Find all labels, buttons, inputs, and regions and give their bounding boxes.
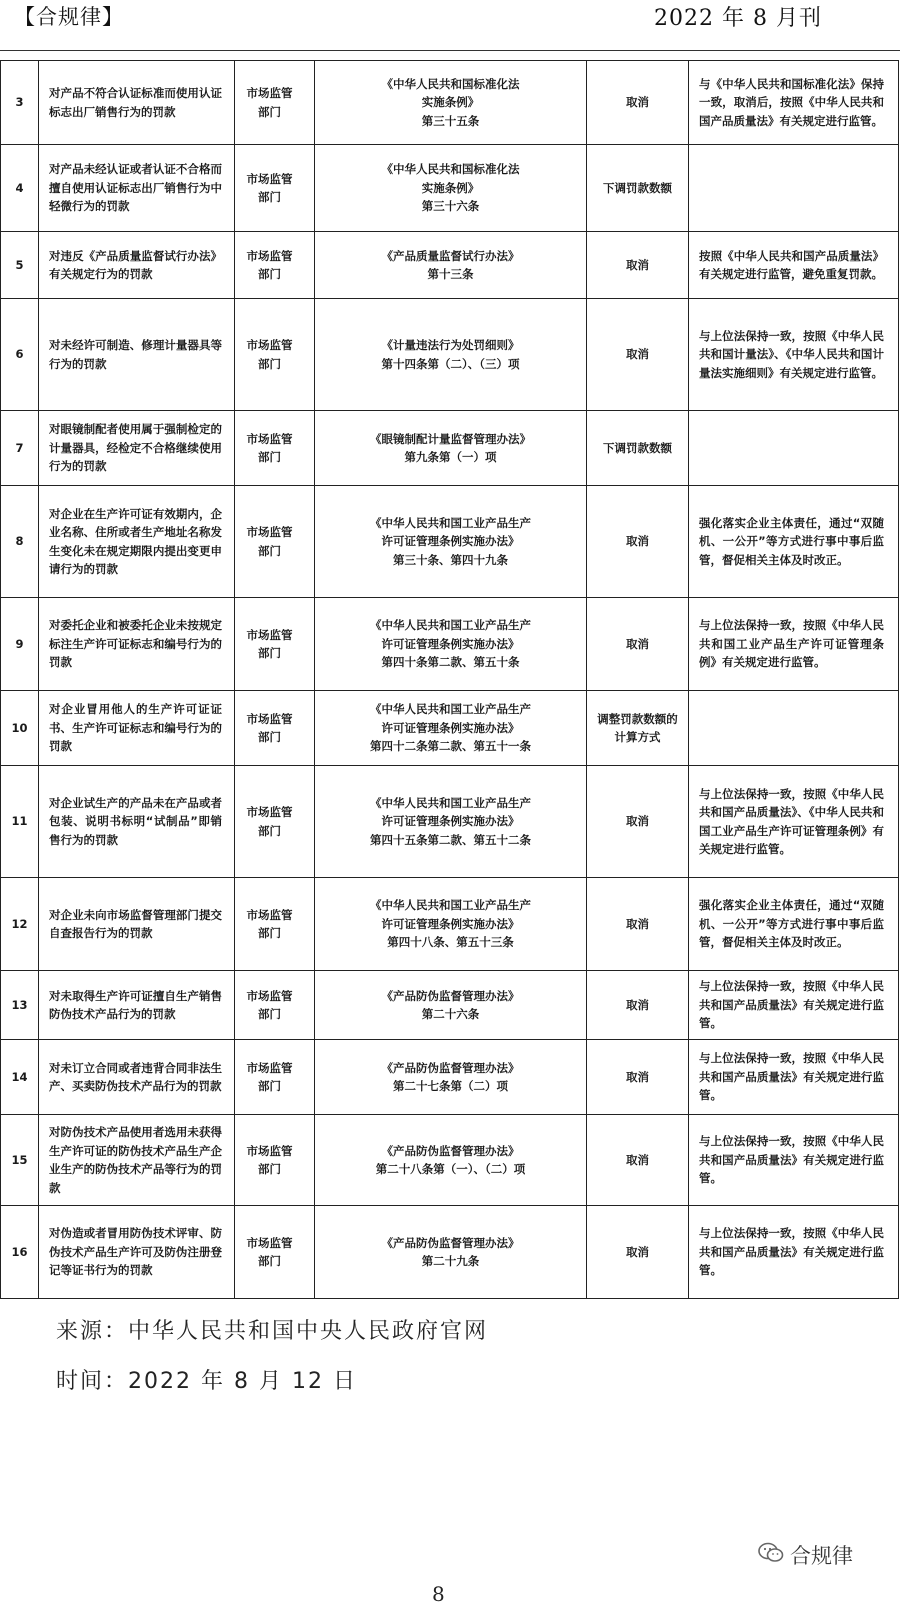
department-text: 市场监管部门 bbox=[246, 805, 293, 838]
remark-text: 与上位法保持一致，按照《中华人民共和国产品质量法》有关规定进行监管。 bbox=[699, 1226, 884, 1278]
legal-basis-text: 《产品质量监督试行办法》 第十三条 bbox=[381, 248, 520, 281]
remark-cell bbox=[689, 145, 899, 232]
legal-basis-text: 《中华人民共和国标准化法 实施条例》 第三十五条 bbox=[381, 76, 520, 128]
department-cell bbox=[235, 145, 315, 232]
action-text: 取消 bbox=[626, 997, 649, 1012]
table-row bbox=[1, 1115, 899, 1206]
remark-cell bbox=[689, 691, 899, 766]
legal-basis-cell bbox=[315, 145, 587, 232]
action-cell bbox=[587, 691, 689, 766]
table-row bbox=[1, 411, 899, 486]
row-number-text: 13 bbox=[11, 997, 28, 1012]
remark-cell bbox=[689, 1206, 899, 1299]
legal-basis-text: 《计量违法行为处罚细则》 第十四条第（二）、（三）项 bbox=[381, 338, 520, 371]
table-row bbox=[1, 878, 899, 971]
department-text: 市场监管部门 bbox=[246, 86, 293, 119]
legal-basis-cell bbox=[315, 766, 587, 878]
publication-name: 【合规律】 bbox=[14, 5, 124, 29]
penalty-item-text: 对企业冒用他人的生产许可证证书、生产许可证标志和编号行为的罚款 bbox=[49, 702, 222, 754]
action-text: 取消 bbox=[626, 347, 649, 362]
row-number-text: 12 bbox=[11, 916, 28, 931]
row-number-cell bbox=[1, 598, 39, 691]
action-text: 取消 bbox=[626, 814, 649, 829]
remark-cell bbox=[689, 1040, 899, 1115]
action-cell bbox=[587, 232, 689, 299]
table-row bbox=[1, 1206, 899, 1299]
wechat-icon bbox=[758, 1542, 784, 1569]
row-number-cell bbox=[1, 1115, 39, 1206]
department-text: 市场监管部门 bbox=[246, 338, 293, 371]
legal-basis-text: 《产品防伪监督管理办法》 第二十六条 bbox=[381, 988, 520, 1021]
row-number-text: 10 bbox=[11, 720, 28, 735]
action-cell bbox=[587, 1206, 689, 1299]
remark-cell bbox=[689, 766, 899, 878]
action-cell bbox=[587, 1115, 689, 1206]
penalty-item-cell bbox=[39, 61, 235, 145]
department-text: 市场监管部门 bbox=[246, 627, 293, 660]
row-number-text: 4 bbox=[15, 180, 24, 195]
legal-basis-text: 《中华人民共和国工业产品生产 许可证管理条例实施办法》 第三十条、第四十九条 bbox=[370, 515, 531, 567]
penalty-item-text: 对眼镜制配者使用属于强制检定的计量器具，经检定不合格继续使用行为的罚款 bbox=[49, 422, 222, 474]
remark-cell bbox=[689, 61, 899, 145]
action-text: 取消 bbox=[626, 534, 649, 549]
penalty-item-cell bbox=[39, 598, 235, 691]
action-cell bbox=[587, 971, 689, 1040]
legal-basis-cell bbox=[315, 299, 587, 411]
table-row bbox=[1, 691, 899, 766]
action-text: 调整罚款数额的 计算方式 bbox=[597, 711, 678, 744]
legal-basis-text: 《产品防伪监督管理办法》 第二十七条第（二）项 bbox=[381, 1060, 520, 1093]
department-cell bbox=[235, 411, 315, 486]
department-cell bbox=[235, 1040, 315, 1115]
remark-text: 与上位法保持一致，按照《中华人民共和国产品质量法》有关规定进行监管。 bbox=[699, 1051, 884, 1103]
legal-basis-cell bbox=[315, 411, 587, 486]
action-cell bbox=[587, 486, 689, 598]
action-text: 下调罚款数额 bbox=[603, 180, 672, 195]
legal-basis-text: 《中华人民共和国工业产品生产 许可证管理条例实施办法》 第四十二条第二款、第五十一条 bbox=[370, 702, 531, 754]
department-cell bbox=[235, 598, 315, 691]
remark-cell bbox=[689, 971, 899, 1040]
legal-basis-text: 《中华人民共和国工业产品生产 许可证管理条例实施办法》 第四十条第二款、第五十条 bbox=[370, 618, 531, 670]
account-watermark bbox=[758, 1540, 853, 1570]
row-number-cell bbox=[1, 1206, 39, 1299]
legal-basis-cell bbox=[315, 232, 587, 299]
row-number-text: 11 bbox=[11, 814, 28, 829]
penalty-item-cell bbox=[39, 1206, 235, 1299]
action-cell bbox=[587, 1040, 689, 1115]
penalty-item-cell bbox=[39, 766, 235, 878]
table-row bbox=[1, 486, 899, 598]
table-row bbox=[1, 766, 899, 878]
department-cell bbox=[235, 61, 315, 145]
remark-cell bbox=[689, 411, 899, 486]
row-number-cell bbox=[1, 691, 39, 766]
action-cell bbox=[587, 61, 689, 145]
action-text: 取消 bbox=[626, 916, 649, 931]
row-number-cell bbox=[1, 971, 39, 1040]
penalty-item-cell bbox=[39, 691, 235, 766]
regulation-table bbox=[0, 60, 899, 1299]
row-number-text: 15 bbox=[11, 1152, 28, 1167]
remark-text: 与《中华人民共和国标准化法》保持一致，取消后，按照《中华人民共和国产品质量法》有关规定进行监管。 bbox=[699, 76, 884, 128]
action-text: 取消 bbox=[626, 636, 649, 651]
department-cell bbox=[235, 766, 315, 878]
table-row bbox=[1, 971, 899, 1040]
penalty-item-text: 对未取得生产许可证擅自生产销售防伪技术产品行为的罚款 bbox=[49, 988, 222, 1021]
penalty-item-text: 对委托企业和被委托企业未按规定标注生产许可证标志和编号行为的罚款 bbox=[49, 618, 222, 670]
department-cell bbox=[235, 299, 315, 411]
penalty-item-cell bbox=[39, 971, 235, 1040]
row-number-text: 8 bbox=[15, 534, 24, 549]
row-number-text: 5 bbox=[15, 257, 24, 272]
row-number-cell bbox=[1, 1040, 39, 1115]
penalty-item-cell bbox=[39, 1115, 235, 1206]
row-number-text: 16 bbox=[11, 1244, 28, 1259]
remark-text: 强化落实企业主体责任，通过“双随机、一公开”等方式进行事中事后监管，督促相关主体及时改正。 bbox=[699, 515, 884, 567]
row-number-text: 14 bbox=[11, 1069, 28, 1084]
legal-basis-text: 《产品防伪监督管理办法》 第二十九条 bbox=[381, 1235, 520, 1268]
department-text: 市场监管部门 bbox=[246, 1143, 293, 1176]
remark-text: 与上位法保持一致，按照《中华人民共和国产品质量法》、《中华人民共和国工业产品生产许可证管理条例》有关规定进行监管。 bbox=[699, 786, 884, 856]
department-cell bbox=[235, 486, 315, 598]
action-cell bbox=[587, 299, 689, 411]
department-cell bbox=[235, 878, 315, 971]
row-number-text: 6 bbox=[15, 347, 24, 362]
action-cell bbox=[587, 878, 689, 971]
penalty-item-text: 对伪造或者冒用防伪技术评审、防伪技术产品生产许可及防伪注册登记等证书行为的罚款 bbox=[49, 1226, 222, 1278]
source-line: 来源：中华人民共和国中央人民政府官网 bbox=[56, 1319, 489, 1344]
row-number-cell bbox=[1, 486, 39, 598]
remark-cell bbox=[689, 878, 899, 971]
department-text: 市场监管部门 bbox=[246, 1060, 293, 1093]
row-number-cell bbox=[1, 299, 39, 411]
department-cell bbox=[235, 1115, 315, 1206]
penalty-item-cell bbox=[39, 411, 235, 486]
department-text: 市场监管部门 bbox=[246, 431, 293, 464]
table-row bbox=[1, 299, 899, 411]
remark-text: 与上位法保持一致，按照《中华人民共和国工业产品生产许可证管理条例》有关规定进行监管。 bbox=[699, 618, 884, 670]
legal-basis-cell bbox=[315, 691, 587, 766]
remark-cell bbox=[689, 232, 899, 299]
department-cell bbox=[235, 971, 315, 1040]
remark-text: 强化落实企业主体责任，通过“双随机、一公开”等方式进行事中事后监管，督促相关主体及时改正。 bbox=[699, 898, 884, 950]
penalty-item-text: 对违反《产品质量监督试行办法》有关规定行为的罚款 bbox=[49, 248, 222, 281]
legal-basis-text: 《中华人民共和国标准化法 实施条例》 第三十六条 bbox=[381, 162, 520, 214]
row-number-text: 7 bbox=[15, 440, 24, 455]
action-cell bbox=[587, 598, 689, 691]
row-number-cell bbox=[1, 878, 39, 971]
department-text: 市场监管部门 bbox=[246, 907, 293, 940]
remark-text: 按照《中华人民共和国产品质量法》有关规定进行监管，避免重复罚款。 bbox=[699, 248, 884, 281]
department-cell bbox=[235, 691, 315, 766]
action-text: 取消 bbox=[626, 1244, 649, 1259]
penalty-item-text: 对未经许可制造、修理计量器具等行为的罚款 bbox=[49, 338, 222, 371]
department-text: 市场监管部门 bbox=[246, 171, 293, 204]
department-cell bbox=[235, 1206, 315, 1299]
penalty-item-cell bbox=[39, 299, 235, 411]
table-row bbox=[1, 598, 899, 691]
action-cell bbox=[587, 766, 689, 878]
legal-basis-text: 《中华人民共和国工业产品生产 许可证管理条例实施办法》 第四十五条第二款、第五十二条 bbox=[370, 795, 531, 847]
table-row bbox=[1, 145, 899, 232]
action-cell bbox=[587, 411, 689, 486]
remark-cell bbox=[689, 486, 899, 598]
legal-basis-text: 《眼镜制配计量监督管理办法》 第九条第（一）项 bbox=[370, 431, 531, 464]
row-number-cell bbox=[1, 232, 39, 299]
legal-basis-cell bbox=[315, 878, 587, 971]
page-number: 8 bbox=[432, 1582, 445, 1606]
penalty-item-cell bbox=[39, 232, 235, 299]
legal-basis-cell bbox=[315, 1040, 587, 1115]
row-number-cell bbox=[1, 145, 39, 232]
legal-basis-cell bbox=[315, 61, 587, 145]
penalty-item-text: 对防伪技术产品使用者选用未获得生产许可证的防伪技术产品生产企业生产的防伪技术产品等行为的罚款 bbox=[49, 1125, 222, 1195]
department-text: 市场监管部门 bbox=[246, 525, 293, 558]
penalty-item-text: 对企业试生产的产品未在产品或者包装、说明书标明“试制品”即销售行为的罚款 bbox=[49, 795, 222, 847]
legal-basis-cell bbox=[315, 486, 587, 598]
row-number-cell bbox=[1, 411, 39, 486]
remark-cell bbox=[689, 1115, 899, 1206]
remark-text: 与上位法保持一致，按照《中华人民共和国产品质量法》有关规定进行监管。 bbox=[699, 1134, 884, 1186]
action-text: 取消 bbox=[626, 1152, 649, 1167]
remark-text: 与上位法保持一致，按照《中华人民共和国产品质量法》有关规定进行监管。 bbox=[699, 979, 884, 1031]
penalty-item-text: 对产品不符合认证标准而使用认证标志出厂销售行为的罚款 bbox=[49, 86, 222, 119]
department-text: 市场监管部门 bbox=[246, 248, 293, 281]
header-divider bbox=[0, 50, 900, 51]
penalty-item-text: 对未订立合同或者违背合同非法生产、买卖防伪技术产品行为的罚款 bbox=[49, 1060, 222, 1093]
table-row bbox=[1, 61, 899, 145]
department-text: 市场监管部门 bbox=[246, 1235, 293, 1268]
action-text: 取消 bbox=[626, 257, 649, 272]
legal-basis-cell bbox=[315, 1115, 587, 1206]
row-number-text: 9 bbox=[15, 636, 24, 651]
issue-date: 2022 年 8 月刊 bbox=[654, 6, 822, 31]
remark-text: 与上位法保持一致，按照《中华人民共和国计量法》、《中华人民共和国计量法实施细则》有关规定进行监管。 bbox=[699, 328, 884, 380]
action-text: 下调罚款数额 bbox=[603, 440, 672, 455]
action-text: 取消 bbox=[626, 1069, 649, 1084]
action-cell bbox=[587, 145, 689, 232]
action-text: 取消 bbox=[626, 95, 649, 110]
department-text: 市场监管部门 bbox=[246, 711, 293, 744]
row-number-text: 3 bbox=[15, 95, 24, 110]
penalty-item-cell bbox=[39, 878, 235, 971]
penalty-item-text: 对企业在生产许可证有效期内，企业名称、住所或者生产地址名称发生变化未在规定期限内提出变更申请行为的罚款 bbox=[49, 506, 222, 576]
penalty-item-cell bbox=[39, 486, 235, 598]
legal-basis-text: 《中华人民共和国工业产品生产 许可证管理条例实施办法》 第四十八条、第五十三条 bbox=[370, 898, 531, 950]
legal-basis-text: 《产品防伪监督管理办法》 第二十八条第（一）、（二）项 bbox=[375, 1143, 526, 1176]
table-row bbox=[1, 1040, 899, 1115]
penalty-item-cell bbox=[39, 1040, 235, 1115]
table-row bbox=[1, 232, 899, 299]
remark-cell bbox=[689, 299, 899, 411]
legal-basis-cell bbox=[315, 1206, 587, 1299]
penalty-item-cell bbox=[39, 145, 235, 232]
row-number-cell bbox=[1, 766, 39, 878]
remark-cell bbox=[689, 598, 899, 691]
time-line: 时间：2022 年 8 月 12 日 bbox=[56, 1369, 357, 1394]
department-text: 市场监管部门 bbox=[246, 988, 293, 1021]
watermark-text: 合规律 bbox=[790, 1544, 853, 1568]
legal-basis-cell bbox=[315, 971, 587, 1040]
penalty-item-text: 对企业未向市场监督管理部门提交自查报告行为的罚款 bbox=[49, 907, 222, 940]
legal-basis-cell bbox=[315, 598, 587, 691]
department-cell bbox=[235, 232, 315, 299]
row-number-cell bbox=[1, 61, 39, 145]
penalty-item-text: 对产品未经认证或者认证不合格而擅自使用认证标志出厂销售行为中轻微行为的罚款 bbox=[49, 162, 222, 214]
